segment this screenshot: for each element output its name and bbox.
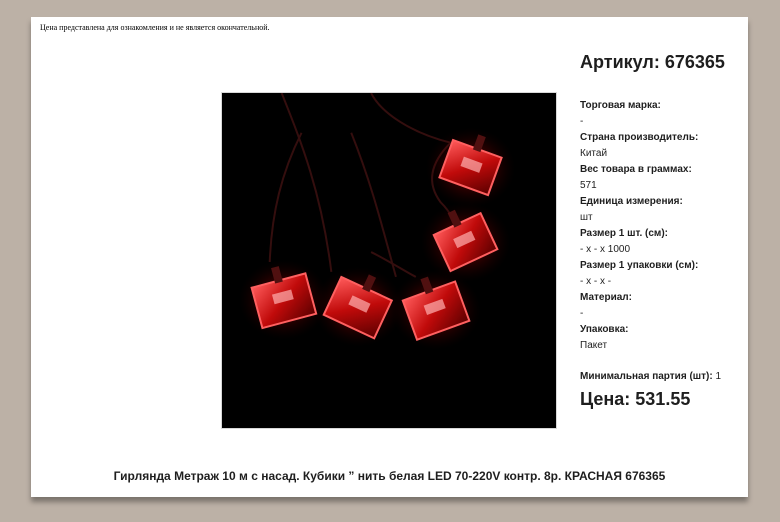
spec-label-brand: Торговая марка: [580,100,661,111]
spec-label-package-size: Размер 1 упаковки (см): [580,260,699,271]
product-title: Гирлянда Метраж 10 м с насад. Кубики ” нить белая LED 70-220V контр. 8р. КРАСНАЯ 676365 [113,469,666,483]
product-sheet [31,17,748,497]
spec-value-country: Китай [580,148,608,159]
article-number: 676365 [664,52,725,72]
spec-value-brand: - [580,116,584,127]
spec-value-packaging: Пакет [580,340,608,351]
spec-list [580,98,740,354]
spec-label-material: Материал: [580,292,632,303]
article-label: Артикул: [580,52,660,72]
price-disclaimer: Цена представлена для ознакомления и не является окончательной. [40,23,270,32]
spec-value-item-size: - x - x 1000 [580,244,631,255]
garland-photo [222,93,556,428]
min-lot [580,371,721,382]
spec-label-weight: Вес товара в граммах: [580,164,692,175]
price-value: 531.55 [635,389,691,409]
min-lot-label: Минимальная партия (шт): [580,371,713,382]
spec-value-unit: шт [580,212,593,223]
product-photo [221,92,557,429]
spec-label-item-size: Размер 1 шт. (см): [580,228,668,239]
spec-value-package-size: - x - x - [580,276,612,287]
price-label: Цена: [580,389,631,409]
spec-label-unit: Единица измерения: [580,196,683,207]
spec-value-weight: 571 [580,180,597,191]
price [580,389,690,410]
min-lot-value: 1 [715,371,722,382]
spec-value-material: - [580,308,584,319]
spec-label-country: Страна производитель: [580,132,699,143]
spec-label-packaging: Упаковка: [580,324,629,335]
article-heading [580,52,725,73]
